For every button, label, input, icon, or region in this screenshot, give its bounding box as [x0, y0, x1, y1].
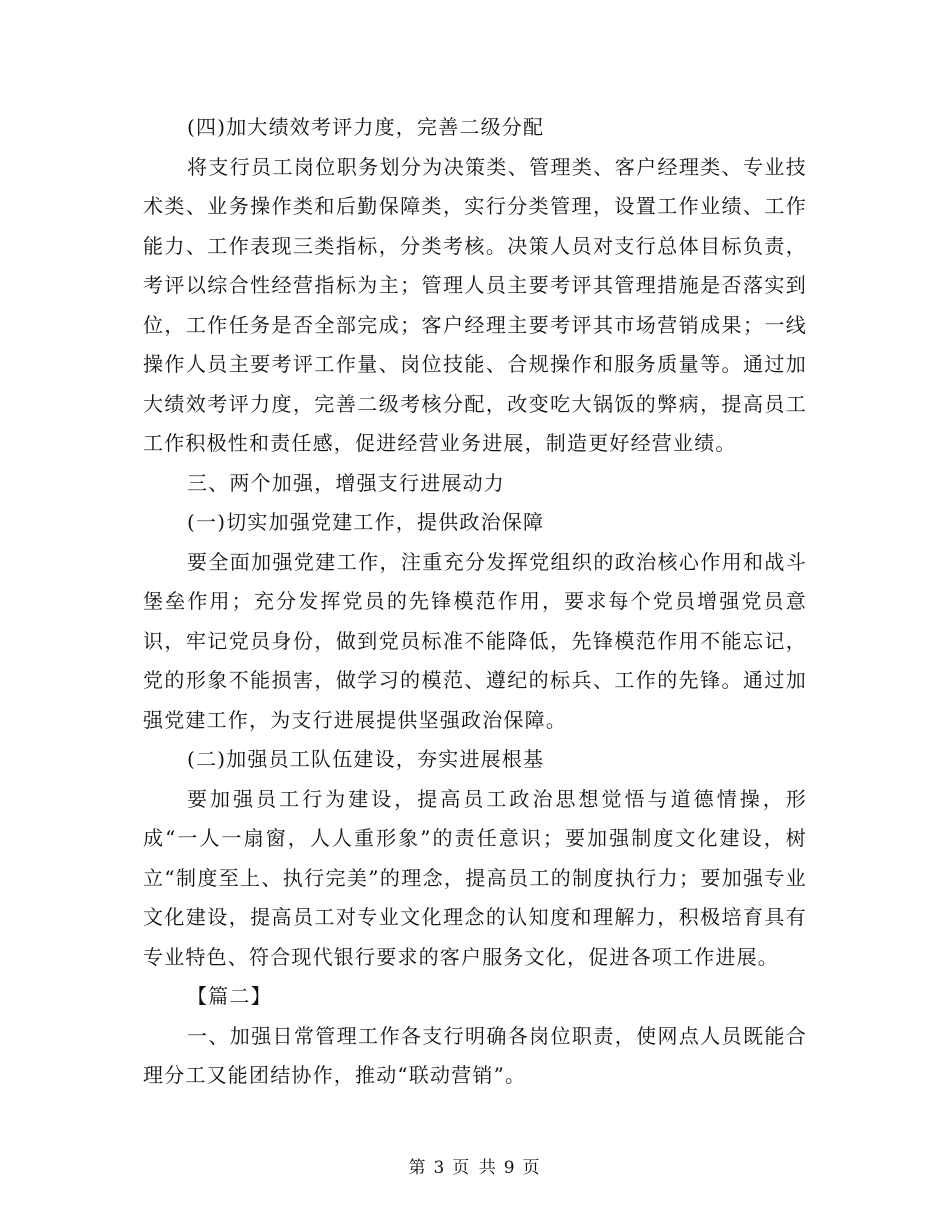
footer-total-pages: 9: [503, 1158, 517, 1178]
paragraph-daily-management: 一、加强日常管理工作各支行明确各岗位职责，使网点人员既能合理分工又能团结协作，推动“联动营销”。: [143, 1023, 807, 1087]
footer-suffix: 页: [522, 1158, 542, 1178]
section-heading-two-strengthen: 三、两个加强，增强支行进展动力: [187, 470, 505, 495]
footer-prefix: 第: [408, 1158, 428, 1178]
paragraph-party-building: 要全面加强党建工作，注重充分发挥党组织的政治核心作用和战斗堡垒作用；充分发挥党员的先锋模范作用，要求每个党员增强党员意识，牢记党员身份，做到党员标准不能降低，先锋模范作用不能忘记，党的形象不能损害，做学习的模范、遵纪的标兵、工作的先锋。通过加强党建工作，为支行进展提供坚强政治保障。: [143, 549, 807, 732]
footer-middle: 页 共: [452, 1158, 498, 1178]
document-body: [143, 108, 807, 1096]
section-heading-party-building: (一)切实加强党建工作，提供政治保障: [187, 510, 545, 534]
paragraph-performance: 将支行员工岗位职务划分为决策类、管理类、客户经理类、专业技术类、业务操作类和后勤保障类，实行分类管理，设置工作业绩、工作能力、工作表现三类指标，分类考核。决策人员对支行总体目标负责，考评以综合性经营指标为主；管理人员主要考评其管理措施是否落实到位，工作任务是否全部完成；客户经理主要考评其市场营销成果；一线操作人员主要考评工作量、岗位技能、合规操作和服务质量等。通过加大绩效考评力度，完善二级考核分配，改变吃大锅饭的弊病，提高员工工作积极性和责任感，促进经营业务进展，制造更好经营业绩。: [143, 154, 807, 455]
page-footer: [0, 1153, 950, 1178]
section-heading-performance: (四)加大绩效考评力度，完善二级分配: [187, 115, 545, 139]
section-heading-part-two: 【篇二】: [187, 984, 272, 1008]
footer-page-number: 3: [433, 1158, 447, 1178]
section-heading-staff-team: (二)加强员工队伍建设，夯实进展根基: [187, 747, 545, 771]
paragraph-staff-team: 要加强员工行为建设，提高员工政治思想觉悟与道德情操，形成“一人一扇窗，人人重形象”的责任意识；要加强制度文化建设，树立“制度至上、执行完美”的理念，提高员工的制度执行力；要加强专业文化建设，提高员工对专业文化理念的认知度和理解力，积极培育具有专业特色、符合现代银行要求的客户服务文化，促进各项工作进展。: [143, 786, 807, 969]
